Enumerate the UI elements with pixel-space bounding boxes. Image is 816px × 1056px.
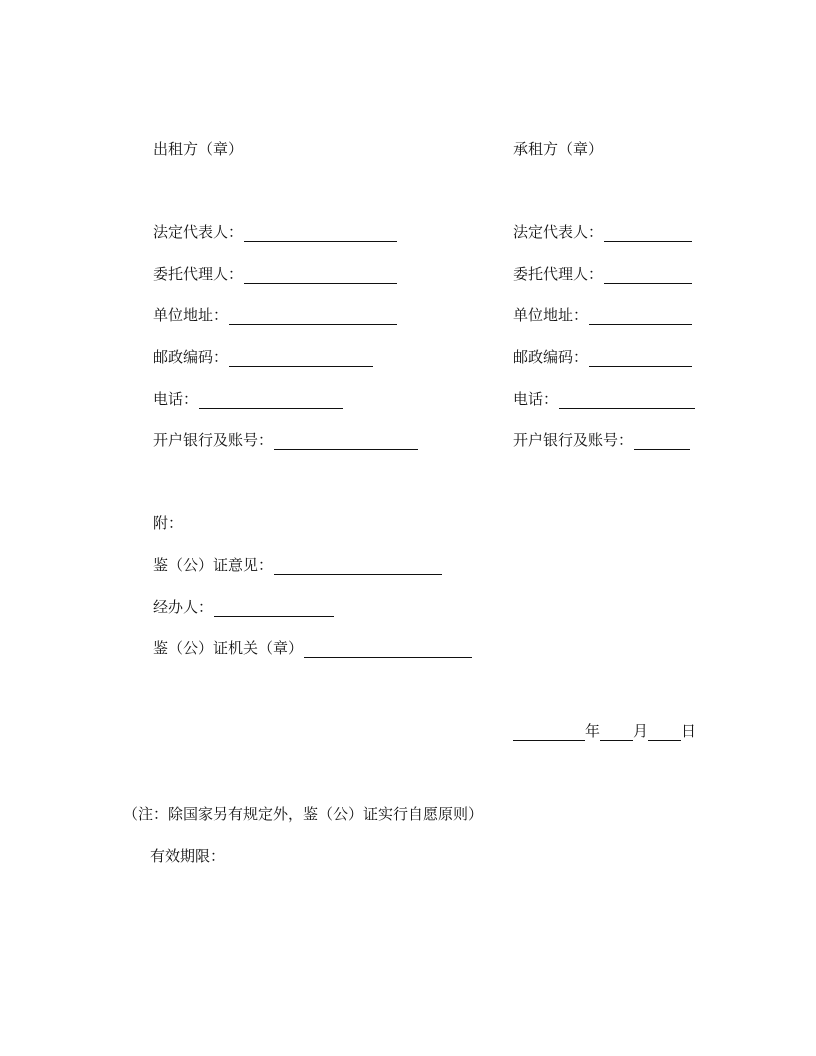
year-label: 年 bbox=[585, 722, 601, 740]
lessor-agent-label: 委托代理人： bbox=[153, 265, 244, 283]
lessee-legal-rep-blank[interactable] bbox=[604, 224, 692, 242]
lessee-agent-label: 委托代理人： bbox=[513, 265, 604, 283]
lessor-legal-rep-label: 法定代表人： bbox=[153, 223, 244, 241]
lessee-bank-blank[interactable] bbox=[634, 432, 690, 450]
notary-opinion-blank[interactable] bbox=[274, 557, 442, 575]
lessor-bank-blank[interactable] bbox=[274, 432, 418, 450]
lessee-legal-rep-label: 法定代表人： bbox=[513, 223, 604, 241]
day-label: 日 bbox=[681, 722, 697, 740]
lessor-address-blank[interactable] bbox=[229, 307, 397, 325]
year-blank[interactable] bbox=[513, 723, 585, 741]
lessor-address-field bbox=[153, 305, 397, 325]
lessor-phone-field bbox=[153, 389, 343, 409]
lessee-address-label: 单位地址： bbox=[513, 306, 589, 324]
lessee-phone-field bbox=[513, 389, 695, 409]
lessor-address-label: 单位地址： bbox=[153, 306, 229, 324]
lessee-bank-field bbox=[513, 430, 690, 450]
notary-note: （注：除国家另有规定外，鉴（公）证实行自愿原则） bbox=[123, 805, 484, 823]
lessor-agent-field bbox=[153, 264, 397, 284]
lessee-address-field bbox=[513, 305, 692, 325]
notary-office-field bbox=[153, 638, 472, 658]
notary-opinion-field bbox=[153, 555, 442, 575]
lessee-agent-blank[interactable] bbox=[604, 266, 692, 284]
lessee-bank-label: 开户银行及账号： bbox=[513, 431, 634, 449]
lessee-phone-label: 电话： bbox=[513, 390, 559, 408]
lessee-agent-field bbox=[513, 264, 692, 284]
notary-office-label: 鉴（公）证机关（章） bbox=[153, 639, 304, 657]
lessor-phone-blank[interactable] bbox=[199, 391, 343, 409]
handler-blank[interactable] bbox=[214, 599, 334, 617]
validity-label: 有效期限： bbox=[150, 847, 226, 865]
day-blank[interactable] bbox=[648, 723, 681, 741]
lessor-postcode-blank[interactable] bbox=[229, 349, 373, 367]
notary-office-blank[interactable] bbox=[304, 640, 472, 658]
lessor-bank-field bbox=[153, 430, 418, 450]
lessor-postcode-field bbox=[153, 347, 373, 367]
notary-opinion-label: 鉴（公）证意见： bbox=[153, 556, 274, 574]
lessor-agent-blank[interactable] bbox=[244, 266, 397, 284]
attachment-heading: 附： bbox=[153, 514, 184, 532]
lessee-postcode-label: 邮政编码： bbox=[513, 348, 589, 366]
lessor-phone-label: 电话： bbox=[153, 390, 199, 408]
handler-field bbox=[153, 597, 334, 617]
lessor-legal-rep-blank[interactable] bbox=[244, 224, 397, 242]
lessee-postcode-blank[interactable] bbox=[589, 349, 692, 367]
lessor-bank-label: 开户银行及账号： bbox=[153, 431, 274, 449]
handler-label: 经办人： bbox=[153, 598, 214, 616]
lessee-heading: 承租方（章） bbox=[513, 140, 604, 158]
lessor-legal-rep-field bbox=[153, 222, 397, 242]
lessor-postcode-label: 邮政编码： bbox=[153, 348, 229, 366]
lessee-legal-rep-field bbox=[513, 222, 692, 242]
month-blank[interactable] bbox=[600, 723, 633, 741]
lessee-postcode-field bbox=[513, 347, 692, 367]
lessor-heading: 出租方（章） bbox=[153, 140, 244, 158]
lessee-address-blank[interactable] bbox=[589, 307, 692, 325]
lessee-phone-blank[interactable] bbox=[559, 391, 695, 409]
month-label: 月 bbox=[633, 722, 649, 740]
date-row bbox=[513, 721, 696, 741]
